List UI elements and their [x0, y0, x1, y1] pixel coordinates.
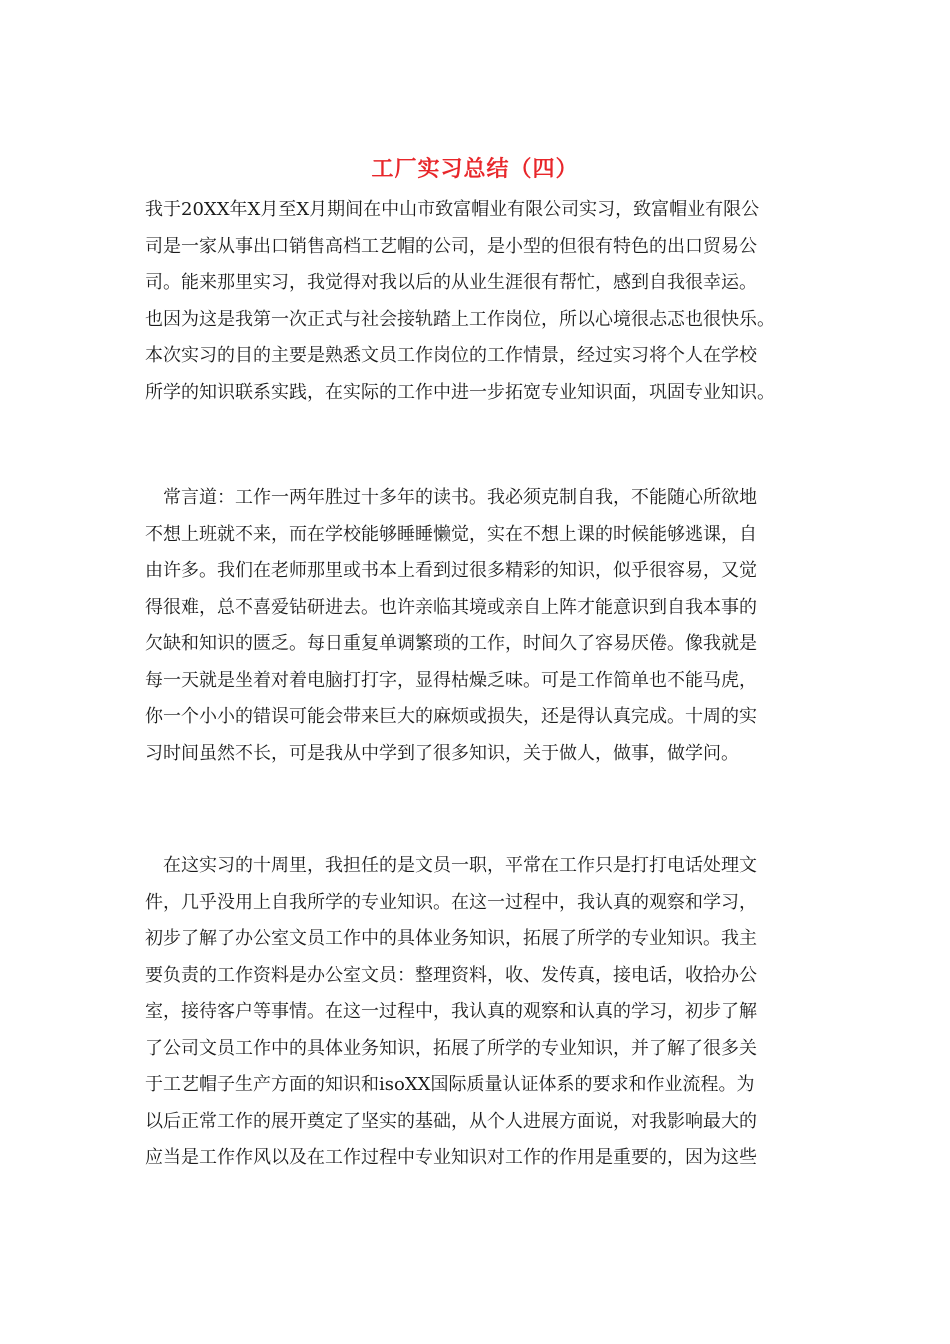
paragraph-line: 欠缺和知识的匮乏。每日重复单调繁琐的工作，时间久了容易厌倦。像我就是 [145, 633, 757, 654]
paragraph-line: 要负责的工作资料是办公室文员：整理资料，收、发传真，接电话，收拾办公 [145, 964, 757, 986]
paragraph-line: 所学的知识联系实践，在实际的工作中进一步拓宽专业知识面，巩固专业知识。 [145, 381, 775, 403]
paragraph-line: 了公司文员工作中的具体业务知识，拓展了所学的专业知识，并了解了很多关 [145, 1037, 757, 1059]
paragraph-line: 在这实习的十周里，我担任的是文员一职，平常在工作只是打打电话处理文 [145, 855, 757, 876]
paragraph-line: 司。能来那里实习，我觉得对我以后的从业生涯很有帮忙，感到自我很幸运。 [145, 272, 757, 293]
paragraph-line: 司是一家从事出口销售高档工艺帽的公司，是小型的但很有特色的出口贸易公 [145, 235, 757, 257]
paragraph-line: 应当是工作作风以及在工作过程中专业知识对工作的作用是重要的，因为这些 [145, 1147, 757, 1168]
paragraph-line: 常言道：工作一两年胜过十多年的读书。我必须克制自我，不能随心所欲地 [145, 487, 757, 508]
paragraph-line: 你一个小小的错误可能会带来巨大的麻烦或损失，还是得认真完成。十周的实 [145, 706, 757, 727]
paragraph-line: 室，接待客户等事情。在这一过程中，我认真的观察和认真的学习，初步了解 [145, 1001, 757, 1022]
paragraph-line: 以后正常工作的展开奠定了坚实的基础，从个人进展方面说，对我影响最大的 [145, 1110, 757, 1132]
paragraph-line: 习时间虽然不长，可是我从中学到了很多知识，关于做人，做事，做学问。 [145, 742, 739, 764]
paragraph-line: 也因为这是我第一次正式与社会接轨踏上工作岗位，所以心境很忐忑也很快乐。 [145, 308, 775, 330]
paragraph-line: 由许多。我们在老师那里或书本上看到过很多精彩的知识，似乎很容易，又觉 [145, 560, 757, 581]
paragraph-line: 不想上班就不来，而在学校能够睡睡懒觉，实在不想上课的时候能够逃课，自 [145, 523, 757, 545]
paragraph-line: 我于20XX年X月至X月期间在中山市致富帽业有限公司实习，致富帽业有限公 [145, 199, 760, 220]
paragraph-line: 于工艺帽子生产方面的知识和isoXX国际质量认证体系的要求和作业流程。为 [145, 1074, 755, 1095]
document-title: 工厂实习总结（四） [371, 156, 579, 182]
paragraph-2 [145, 480, 815, 772]
paragraph-line: 每一天就是坐着对着电脑打打字，显得枯燥乏味。可是工作简单也不能马虎， [145, 669, 757, 691]
paragraph-1 [145, 192, 815, 411]
paragraph-line: 本次实习的目的主要是熟悉文员工作岗位的工作情景，经过实习将个人在学校 [145, 345, 757, 366]
paragraph-line: 件，几乎没用上自我所学的专业知识。在这一过程中，我认真的观察和学习， [145, 891, 757, 913]
paragraph-3 [145, 848, 815, 1177]
paragraph-line: 得很难，总不喜爱钻研进去。也许亲临其境或亲自上阵才能意识到自我本事的 [145, 596, 757, 618]
paragraph-line: 初步了解了办公室文员工作中的具体业务知识，拓展了所学的专业知识。我主 [145, 928, 757, 949]
